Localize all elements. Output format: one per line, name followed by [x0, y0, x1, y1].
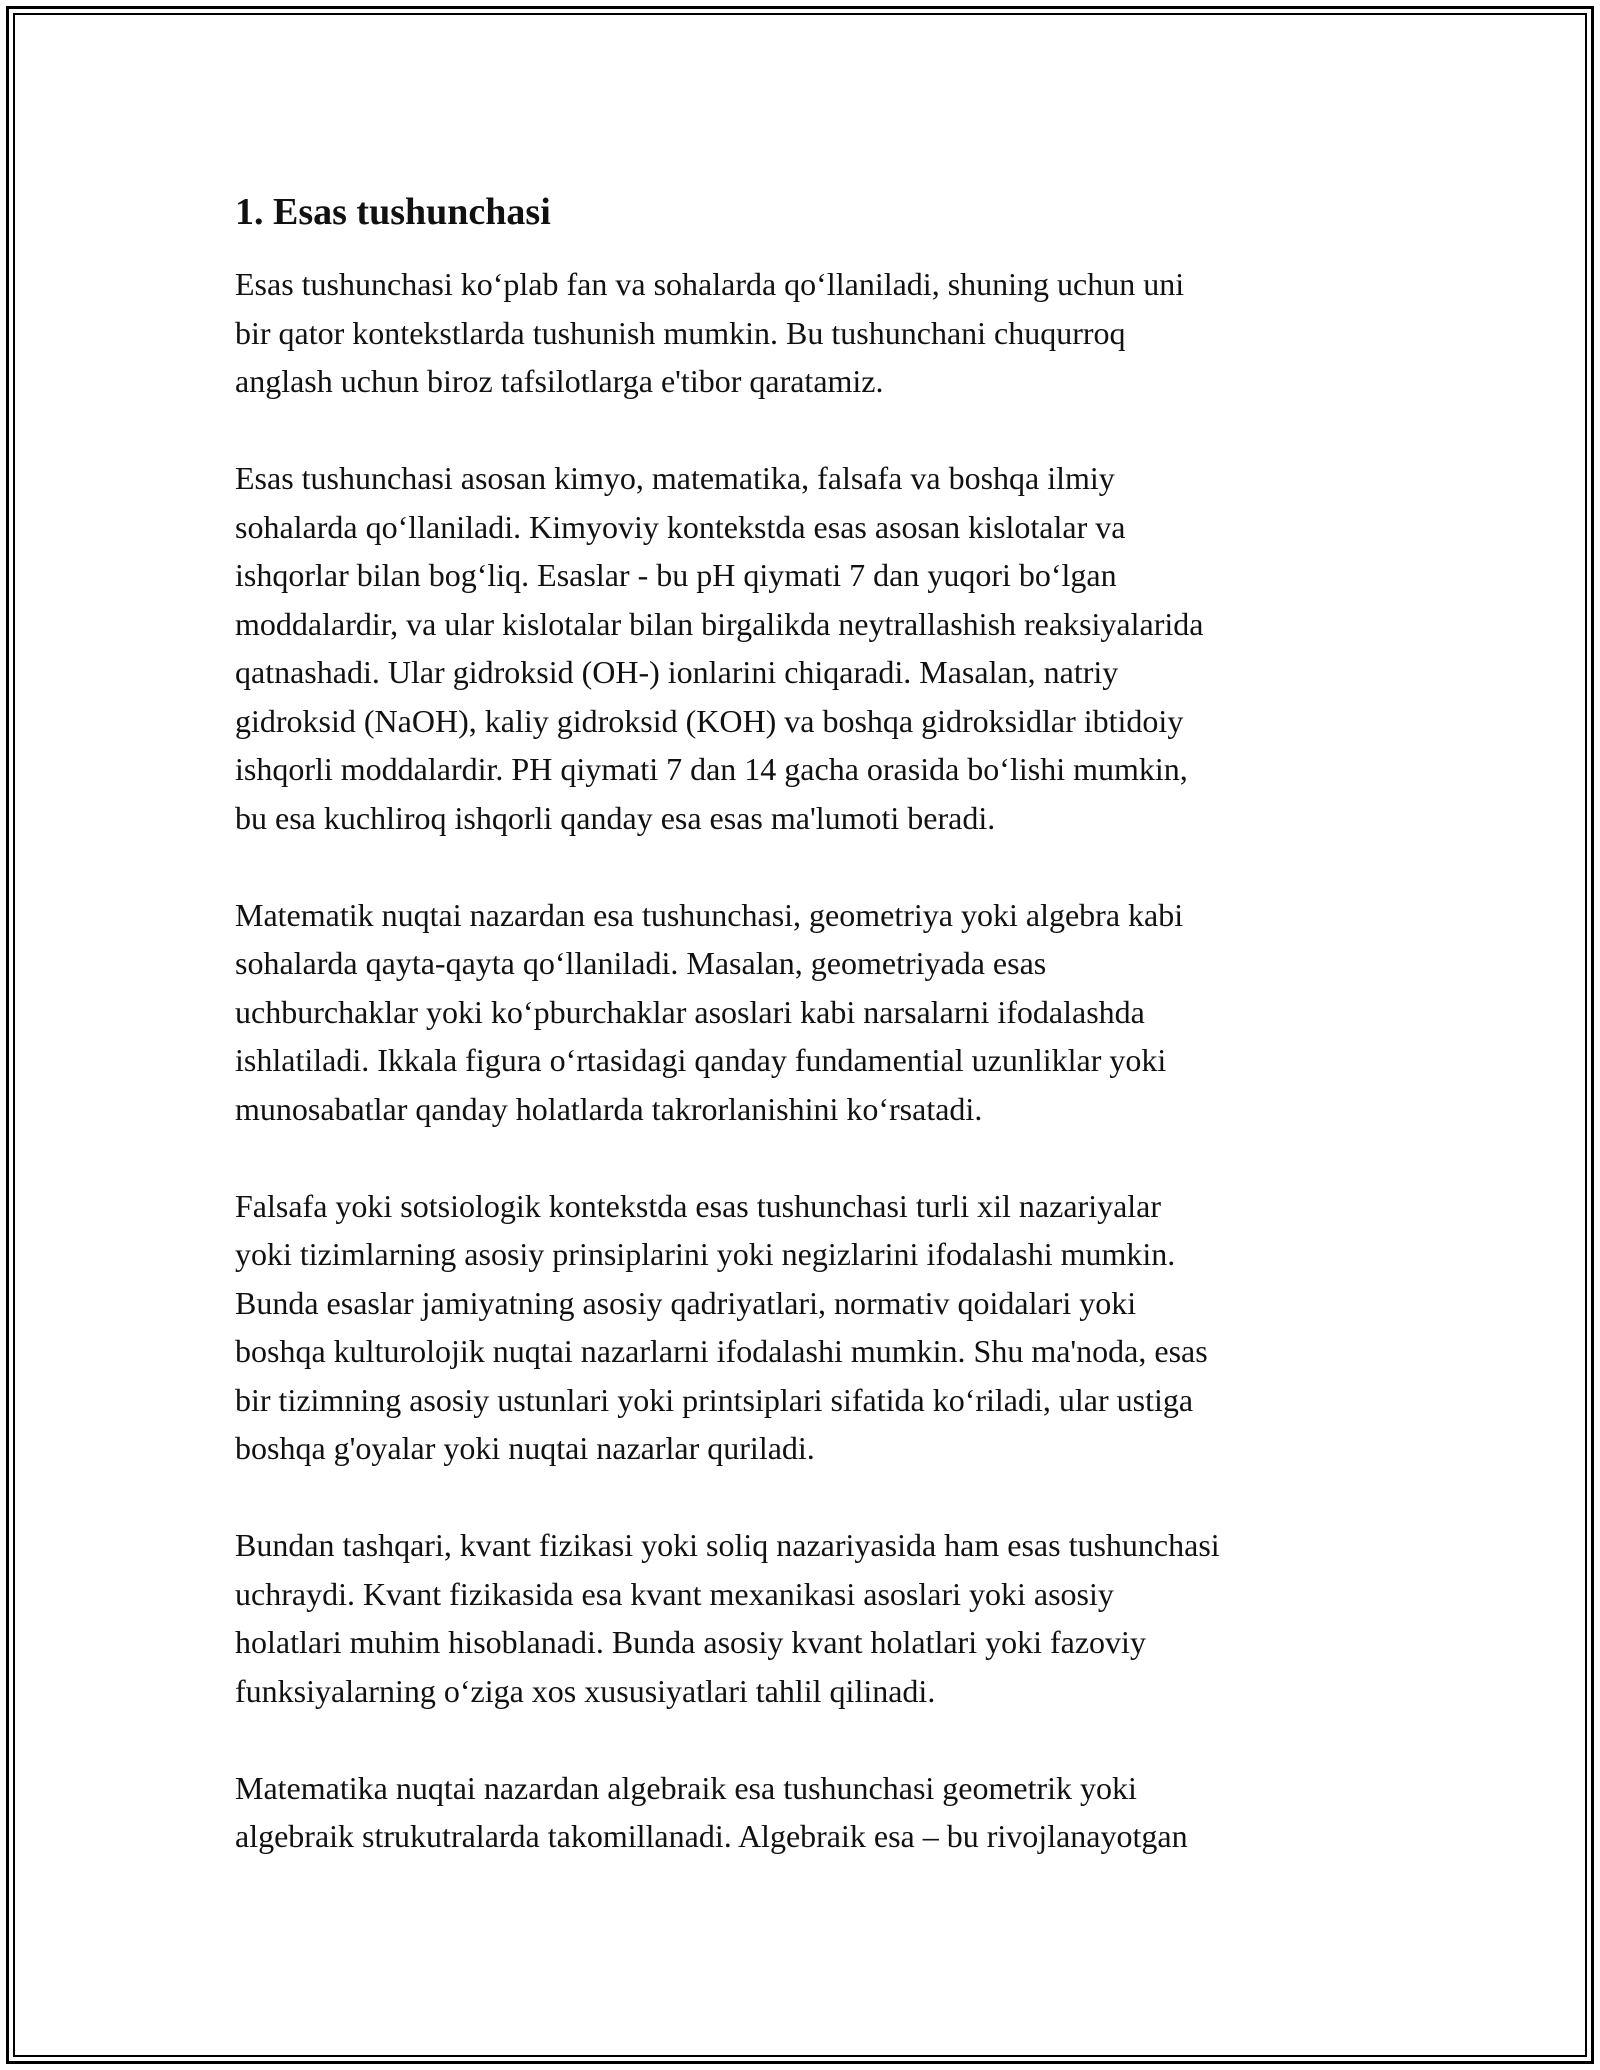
text-line: Esas tushunchasi ko‘plab fan va sohalarda qo‘llaniladi, shuning uchun uni [235, 266, 1185, 302]
paragraph-philosophy [235, 1182, 1365, 1473]
text-line: Bunda esaslar jamiyatning asosiy qadriyatlari, normativ qoidalari yoki [235, 1284, 1137, 1321]
text-line: anglash uchun biroz tafsilotlarga e'tibor qaratamiz. [235, 363, 884, 399]
text-line: munosabatlar qanday holatlarda takrorlanishini ko‘rsatadi. [235, 1090, 983, 1127]
text-line: Matematik nuqtai nazardan esa tushunchasi, geometriya yoki algebra kabi [235, 896, 1184, 933]
text-line: algebraik strukutralarda takomillanadi. Algebraik esa – bu rivojlanayotgan [235, 1818, 1188, 1854]
paragraph-physics [235, 1521, 1365, 1715]
paragraph-intro [235, 260, 1365, 406]
text-line: holatlari muhim hisoblanadi. Bunda asosiy kvant holatlari yoki fazoviy [235, 1624, 1146, 1660]
text-line: yoki tizimlarning asosiy prinsiplarini yoki negizlarini ifodalashi mumkin. [235, 1236, 1176, 1272]
text-line: boshqa kulturolojik nuqtai nazarlarni ifodalashi mumkin. Shu ma'noda, esas [235, 1333, 1208, 1369]
text-line: ishqorli moddalardir. PH qiymati 7 dan 14 gacha orasida bo‘lishi mumkin, [235, 751, 1188, 787]
text-line: funksiyalarning o‘ziga xos xususiyatlari tahlil qilinadi. [235, 1672, 936, 1709]
text-line: qatnashadi. Ular gidroksid (OH-) ionlarini chiqaradi. Masalan, natriy [235, 654, 1119, 690]
text-line: Esas tushunchasi asosan kimyo, matematika, falsafa va boshqa ilmiy [235, 460, 1115, 496]
text-line: ishlatiladi. Ikkala figura o‘rtasidagi qanday fundamential uzunliklar yoki [235, 1042, 1167, 1078]
text-line: uchburchaklar yoki ko‘pburchaklar asoslari kabi narsalarni ifodalashda [235, 993, 1145, 1030]
paragraph-algebra [235, 1764, 1365, 1861]
section-heading: 1. Esas tushunchasi [235, 191, 551, 233]
text-line: ishqorlar bilan bog‘liq. Esaslar - bu pH qiymati 7 dan yuqori bo‘lgan [235, 557, 1117, 593]
text-line: Bundan tashqari, kvant fizikasi yoki soliq nazariyasida ham esas tushunchasi [235, 1527, 1220, 1563]
text-line: bu esa kuchliroq ishqorli qanday esa esas ma'lumoti beradi. [235, 799, 996, 836]
text-line: gidroksid (NaOH), kaliy gidroksid (KOH) va boshqa gidroksidlar ibtidoiy [235, 702, 1184, 739]
paragraph-chemistry [235, 454, 1365, 842]
text-line: moddalardir, va ular kislotalar bilan birgalikda neytrallashish reaksiyalarida [235, 605, 1204, 642]
text-line: Matematika nuqtai nazardan algebraik esa tushunchasi geometrik yoki [235, 1769, 1137, 1806]
text-line: uchraydi. Kvant fizikasida esa kvant mexanikasi asoslari yoki asosiy [235, 1575, 1114, 1612]
text-line: sohalarda qayta-qayta qo‘llaniladi. Masalan, geometriyada esas [235, 945, 1047, 981]
document-body [235, 188, 1365, 1909]
text-line: sohalarda qo‘llaniladi. Kimyoviy kontekstda esas asosan kislotalar va [235, 508, 1126, 545]
text-line: boshqa g'oyalar yoki nuqtai nazarlar quriladi. [235, 1430, 815, 1466]
text-line: Falsafa yoki sotsiologik kontekstda esas tushunchasi turli xil nazariyalar [235, 1187, 1162, 1224]
text-line: bir tizimning asosiy ustunlari yoki printsiplari sifatida ko‘riladi, ular ustiga [235, 1381, 1194, 1418]
text-line: bir qator kontekstlarda tushunish mumkin. Bu tushunchani chuqurroq [235, 314, 1126, 351]
paragraph-mathematics [235, 891, 1365, 1134]
